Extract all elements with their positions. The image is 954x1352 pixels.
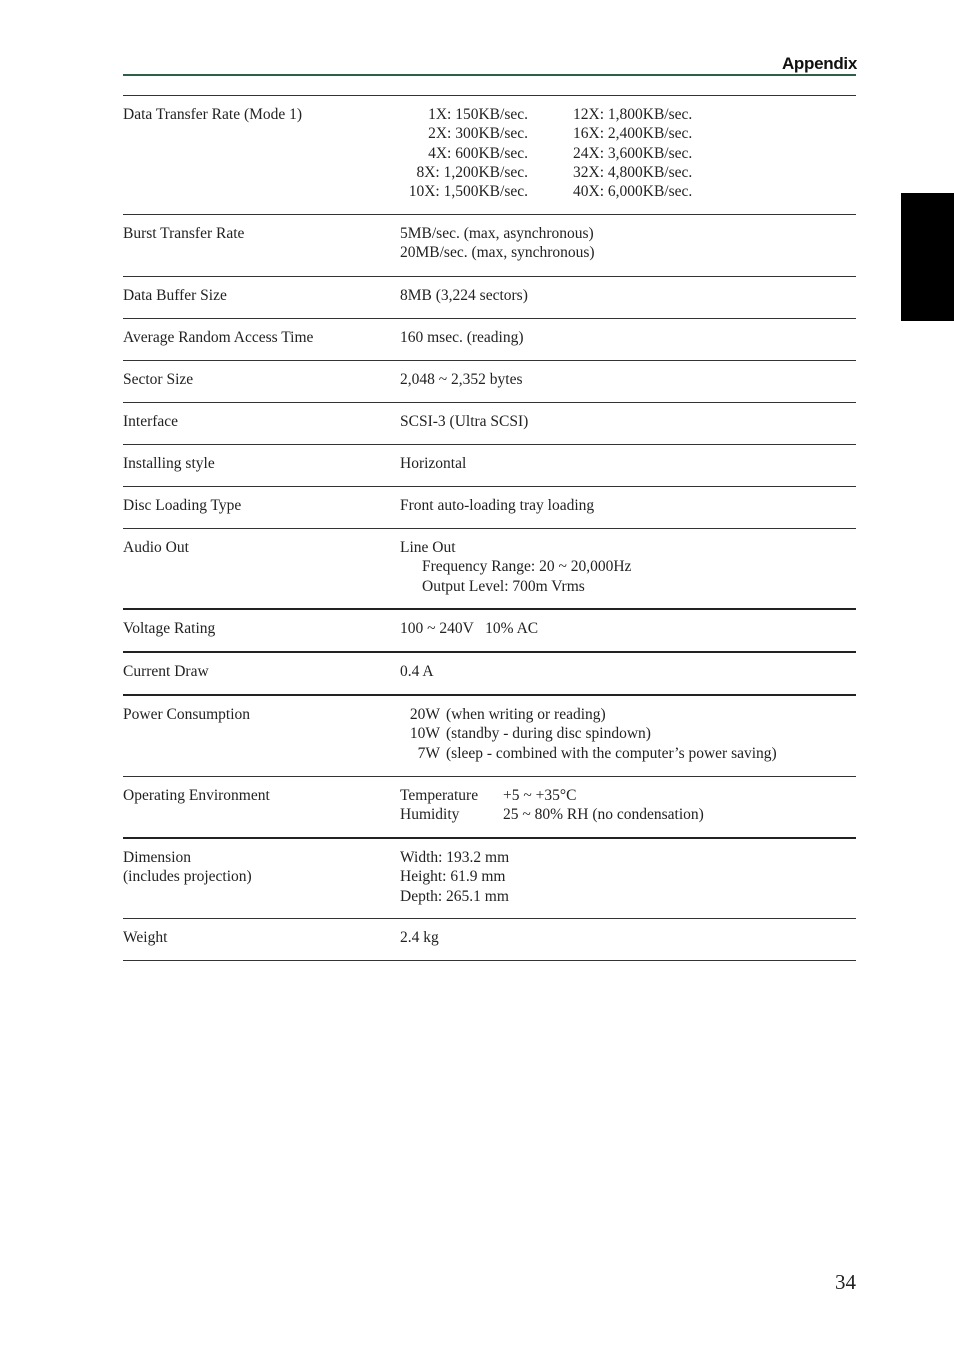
spec-value: Front auto-loading tray loading xyxy=(400,497,595,514)
label-line: (includes projection) xyxy=(123,868,252,886)
page-header-title: Appendix xyxy=(781,54,857,73)
spec-row-interface xyxy=(123,403,856,445)
header-rule xyxy=(123,74,856,76)
spec-label: Disc Loading Type xyxy=(123,497,242,514)
spec-row-audio-out xyxy=(123,529,856,610)
spec-label: Installing style xyxy=(123,455,215,472)
spec-row-data-transfer-rate xyxy=(123,96,856,215)
rate-cell: 40X: 6,000KB/sec. xyxy=(573,183,693,201)
spec-value: 8MB (3,224 sectors) xyxy=(400,287,528,304)
spec-label: Current Draw xyxy=(123,663,209,680)
spec-label: Audio Out xyxy=(123,539,189,556)
value-line: 5MB/sec. (max, asynchronous) xyxy=(400,225,594,242)
power-line xyxy=(400,705,856,724)
spec-value: 2.4 kg xyxy=(400,929,439,946)
spec-label: Operating Environment xyxy=(123,787,270,804)
spec-value: 100 ~ 240V 10% AC xyxy=(400,620,539,637)
env-line xyxy=(400,786,856,805)
spec-row-dimension xyxy=(123,839,856,919)
value-line: 20MB/sec. (max, synchronous) xyxy=(400,244,595,262)
spec-value xyxy=(400,224,856,263)
rate-cell: 12X: 1,800KB/sec. xyxy=(573,106,693,123)
spec-row-operating-environment xyxy=(123,777,856,839)
spec-value xyxy=(400,705,856,763)
spec-row-disc-loading-type xyxy=(123,487,856,529)
spec-row-weight xyxy=(123,919,856,961)
power-watt: 7W xyxy=(417,744,440,762)
spec-label xyxy=(123,848,393,887)
spec-label: Voltage Rating xyxy=(123,620,216,637)
power-desc: (sleep - combined with the computer’s power saving) xyxy=(446,744,777,762)
spec-row-current-draw xyxy=(123,653,856,696)
spec-value xyxy=(400,538,856,596)
env-value: +5 ~ +35°C xyxy=(503,787,577,804)
value-line: Line Out xyxy=(400,539,456,556)
env-line xyxy=(400,805,856,824)
power-desc: (standby - during disc spindown) xyxy=(446,725,651,743)
rate-cell: 24X: 3,600KB/sec. xyxy=(573,144,693,162)
power-line xyxy=(400,744,856,763)
spec-label: Average Random Access Time xyxy=(123,329,314,346)
spec-label: Data Transfer Rate (Mode 1) xyxy=(123,106,303,123)
spec-label: Interface xyxy=(123,413,179,430)
rate-cell: 1X: 150KB/sec. xyxy=(428,106,528,123)
rate-cell: 2X: 300KB/sec. xyxy=(428,125,528,143)
spec-row-power-consumption xyxy=(123,696,856,777)
env-label: Temperature xyxy=(400,787,479,804)
spec-value: 0.4 A xyxy=(400,663,434,680)
spec-row-average-random-access-time xyxy=(123,319,856,361)
rate-cell: 8X: 1,200KB/sec. xyxy=(416,163,528,181)
label-line: Dimension xyxy=(123,849,192,866)
spec-label: Weight xyxy=(123,929,168,946)
value-line: Depth: 265.1 mm xyxy=(400,887,509,905)
spec-value: Horizontal xyxy=(400,455,467,472)
value-line: Height: 61.9 mm xyxy=(400,868,506,886)
rate-cell: 16X: 2,400KB/sec. xyxy=(573,125,693,143)
power-watt: 10W xyxy=(409,725,440,743)
spec-value xyxy=(400,786,856,825)
power-line xyxy=(400,724,856,743)
chapter-tab-marker xyxy=(901,193,954,321)
power-watt: 20W xyxy=(409,706,440,723)
spec-row-data-buffer-size xyxy=(123,277,856,319)
rate-grid xyxy=(400,105,856,201)
page-number: 34 xyxy=(835,1270,856,1294)
spec-row-voltage-rating xyxy=(123,610,856,653)
spec-value: SCSI-3 (Ultra SCSI) xyxy=(400,413,529,430)
spec-row-burst-transfer-rate xyxy=(123,215,856,277)
value-line: Output Level: 700m Vrms xyxy=(422,577,585,595)
spec-label: Power Consumption xyxy=(123,706,251,723)
spec-table xyxy=(123,95,856,961)
spec-row-installing-style xyxy=(123,445,856,487)
value-line: Width: 193.2 mm xyxy=(400,849,510,866)
spec-label: Data Buffer Size xyxy=(123,287,227,304)
rate-cell: 32X: 4,800KB/sec. xyxy=(573,163,693,181)
spec-value: 160 msec. (reading) xyxy=(400,329,524,346)
spec-label: Sector Size xyxy=(123,371,194,388)
rate-cell: 4X: 600KB/sec. xyxy=(428,144,528,162)
env-label: Humidity xyxy=(400,806,460,824)
spec-row-sector-size xyxy=(123,361,856,403)
rate-cell: 10X: 1,500KB/sec. xyxy=(408,183,528,201)
env-value: 25 ~ 80% RH (no condensation) xyxy=(503,806,704,824)
value-line: Frequency Range: 20 ~ 20,000Hz xyxy=(422,558,632,576)
spec-label: Burst Transfer Rate xyxy=(123,225,245,242)
spec-value: 2,048 ~ 2,352 bytes xyxy=(400,371,523,388)
power-desc: (when writing or reading) xyxy=(446,706,606,723)
spec-value xyxy=(400,848,856,906)
